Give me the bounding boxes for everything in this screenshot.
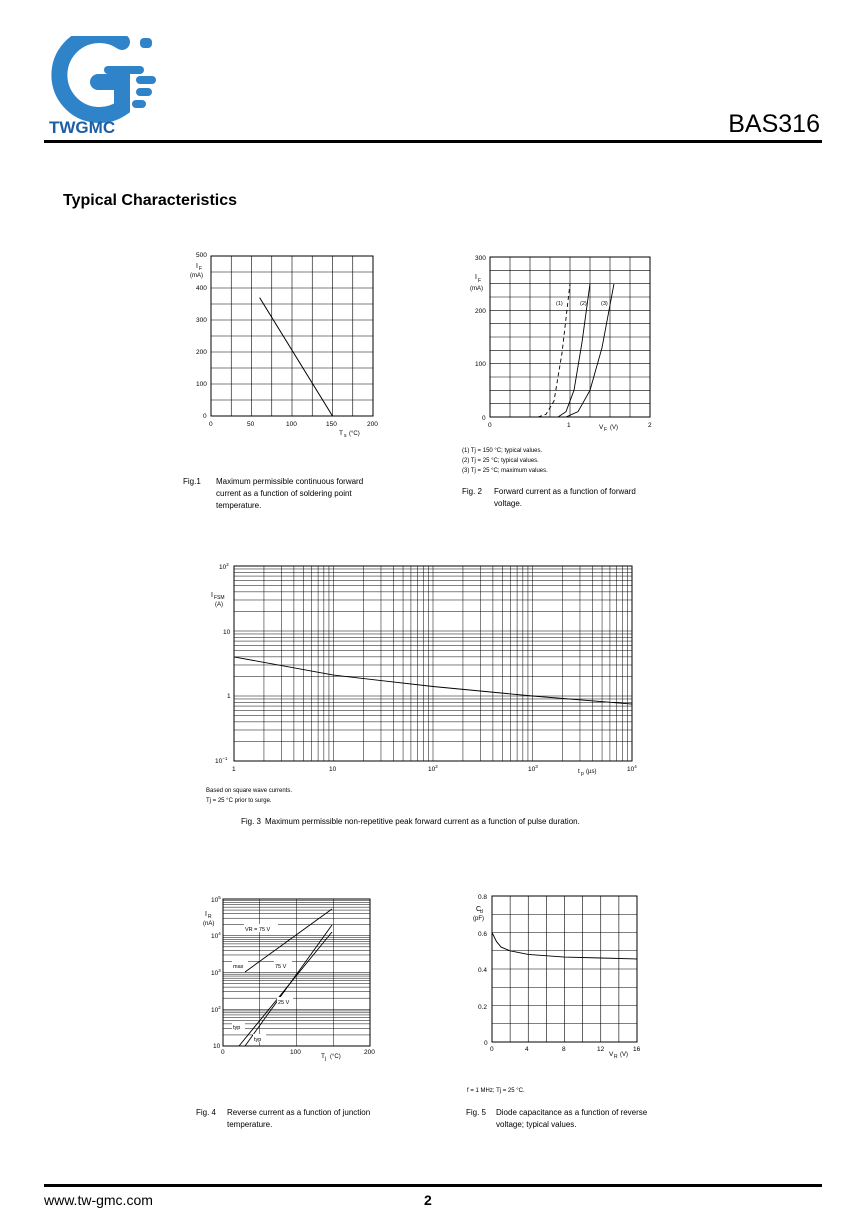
fig3-xlabel: t (578, 768, 580, 775)
fig1-caption-num: Fig.1 (183, 477, 201, 486)
fig1-xlabel: T (339, 430, 343, 437)
fig3-ylabel: I (211, 592, 213, 599)
fig3-ytick-top: $10^2$ (219, 562, 229, 571)
logo-text: TWGMC (49, 118, 116, 136)
fig1-chart (183, 252, 378, 510)
fig2-ytick: 0 (482, 415, 486, 422)
fig5-xtick: 16 (633, 1046, 641, 1053)
fig5-xlabel-sub: R (614, 1054, 618, 1060)
fig5-caption: voltage; typical values. (496, 1120, 577, 1129)
part-number: BAS316 (728, 110, 820, 138)
fig3-ylabel-sub: FSM (214, 595, 225, 601)
fig2-yunit: (mA) (470, 286, 483, 292)
fig2-ytick: 100 (475, 361, 486, 368)
fig3-xtick: 10 (329, 766, 337, 773)
fig1-ylabel-sub: F (199, 266, 203, 272)
fig5-ylabel: C (476, 906, 482, 913)
fig5-ytick: 0.4 (478, 967, 488, 974)
fig5-note: f = 1 MHz; Tj = 25 °C. (467, 1088, 525, 1094)
fig1-xtick: 50 (247, 421, 255, 428)
fig1-ylabel: I (196, 263, 198, 270)
fig1-xtick: 0 (209, 421, 213, 428)
fig4-caption: temperature. (227, 1120, 273, 1129)
fig5-ytick: 0.6 (478, 931, 488, 938)
fig4-ytick: $10^5$ (211, 895, 221, 904)
fig5-ytick: 0 (484, 1040, 488, 1047)
fig2-note: (3) Tj = 25 °C; maximum values. (462, 468, 548, 474)
fig1-ytick: 500 (196, 252, 207, 259)
fig1-xunit: (°C) (349, 431, 360, 437)
fig4-label: 75 V (275, 964, 287, 970)
fig2-xunit: (V) (610, 425, 618, 431)
fig1-ytick: 200 (196, 349, 207, 356)
fig2-note: (2) Tj = 25 °C; typical values. (462, 458, 539, 464)
fig4-label: max (233, 964, 244, 970)
fig4-label: typ (254, 1037, 262, 1043)
fig5-xlabel: V (609, 1051, 614, 1058)
fig2-ylabel-sub: F (478, 278, 482, 284)
page-number: 2 (424, 1192, 432, 1208)
fig2-curve-label: (1) (556, 301, 563, 307)
fig1-xlabel-sub: s (344, 433, 347, 439)
fig4-ylabel-sub: R (208, 914, 212, 920)
fig4-xunit: (°C) (330, 1054, 341, 1060)
fig1-yunit: (mA) (190, 273, 203, 279)
fig5-xtick: 12 (597, 1046, 605, 1053)
fig4-curve-25v-typ (239, 932, 332, 1046)
fig2-ylabel: I (475, 274, 477, 281)
fig1-xtick: 200 (367, 421, 378, 428)
fig3-chart (206, 562, 637, 826)
fig5-ytick: 0.2 (478, 1004, 488, 1011)
fig1-curve (260, 298, 333, 416)
fig3-ytick-bottom: $10^{-1}$ (215, 756, 228, 765)
fig4-caption: Reverse current as a function of junction (227, 1108, 371, 1117)
fig5-xunit: (V) (620, 1052, 628, 1058)
fig3-ytick: 1 (227, 693, 231, 700)
fig4-xtick: 100 (290, 1049, 301, 1056)
fig3-xunit: (µs) (586, 769, 597, 775)
fig1-caption: temperature. (216, 501, 262, 510)
fig2-caption: voltage. (494, 499, 523, 508)
fig1-ytick: 100 (196, 381, 207, 388)
fig5-caption-num: Fig. 5 (466, 1108, 487, 1117)
fig4-xtick: 0 (221, 1049, 225, 1056)
fig5-yunit: (pF) (473, 916, 484, 922)
fig5-xtick: 8 (562, 1046, 566, 1053)
fig3-xlabel-sub: p (581, 771, 584, 777)
fig1-ytick: 400 (196, 285, 207, 292)
fig1-xtick: 100 (286, 421, 297, 428)
fig2-xtick: 2 (648, 422, 652, 429)
fig3-note: Based on square wave currents. (206, 788, 293, 794)
fig2-xlabel-sub: F (604, 427, 608, 433)
fig5-ytick: 0.8 (478, 894, 488, 901)
fig2-caption: Forward current as a function of forward (494, 487, 636, 496)
fig2-ytick: 300 (475, 255, 486, 262)
fig2-ytick: 200 (475, 308, 486, 315)
fig2-curve-label: (2) (580, 301, 587, 307)
footer-rule (44, 1184, 822, 1187)
fig2-chart (462, 255, 652, 508)
fig3-ytick: 10 (223, 629, 231, 636)
fig2-xlabel: V (599, 424, 604, 431)
fig1-ytick: 0 (203, 413, 207, 420)
fig3-caption: Maximum permissible non-repetitive peak forward current as a function of pulse duration. (265, 817, 580, 826)
fig5-xtick: 4 (525, 1046, 529, 1053)
fig4-caption-num: Fig. 4 (196, 1108, 217, 1117)
fig4-ytick: $10^3$ (211, 968, 221, 977)
fig1-caption: current as a function of soldering point (216, 489, 352, 498)
fig3-caption-num: Fig. 3 (241, 817, 262, 826)
fig5-chart (466, 894, 648, 1129)
fig4-yunit: (nA) (203, 921, 215, 927)
fig4-label: VR = 75 V (245, 927, 271, 933)
fig2-curve-label: (3) (601, 301, 608, 307)
fig5-ylabel-sub: d (480, 909, 483, 915)
fig2-xtick: 1 (567, 422, 571, 429)
fig2-caption-num: Fig. 2 (462, 487, 483, 496)
fig4-xlabel-sub: j (325, 1056, 327, 1062)
fig1-xtick: 150 (326, 421, 337, 428)
fig3-xtick: $10^3$ (528, 764, 538, 773)
fig4-ytick: 10 (213, 1043, 221, 1050)
fig1-ytick: 300 (196, 317, 207, 324)
fig5-xtick: 0 (490, 1046, 494, 1053)
section-title: Typical Characteristics (63, 192, 238, 209)
fig2-note: (1) Tj = 150 °C; typical values. (462, 448, 543, 454)
fig3-xtick: $10^4$ (627, 764, 637, 773)
fig5-caption: Diode capacitance as a function of reverse (496, 1108, 648, 1117)
fig4-label: typ (233, 1025, 241, 1031)
fig4-ytick: $10^2$ (211, 1005, 221, 1014)
fig3-note: Tj = 25 °C prior to surge. (206, 798, 272, 804)
fig4-label: 25 V (278, 1000, 290, 1006)
fig4-ylabel: I (205, 911, 207, 918)
fig1-caption: Maximum permissible continuous forward (216, 477, 364, 486)
fig3-yunit: (A) (215, 602, 223, 608)
fig4-ytick: $10^4$ (211, 931, 221, 940)
footer-url[interactable]: www.tw-gmc.com (44, 1192, 153, 1208)
fig4-xlabel: T (321, 1053, 325, 1060)
fig3-xtick: $10^2$ (428, 764, 438, 773)
fig4-chart (196, 895, 375, 1129)
fig4-xtick: 200 (364, 1049, 375, 1056)
fig3-xtick: 1 (232, 766, 236, 773)
fig2-xtick: 0 (488, 422, 492, 429)
